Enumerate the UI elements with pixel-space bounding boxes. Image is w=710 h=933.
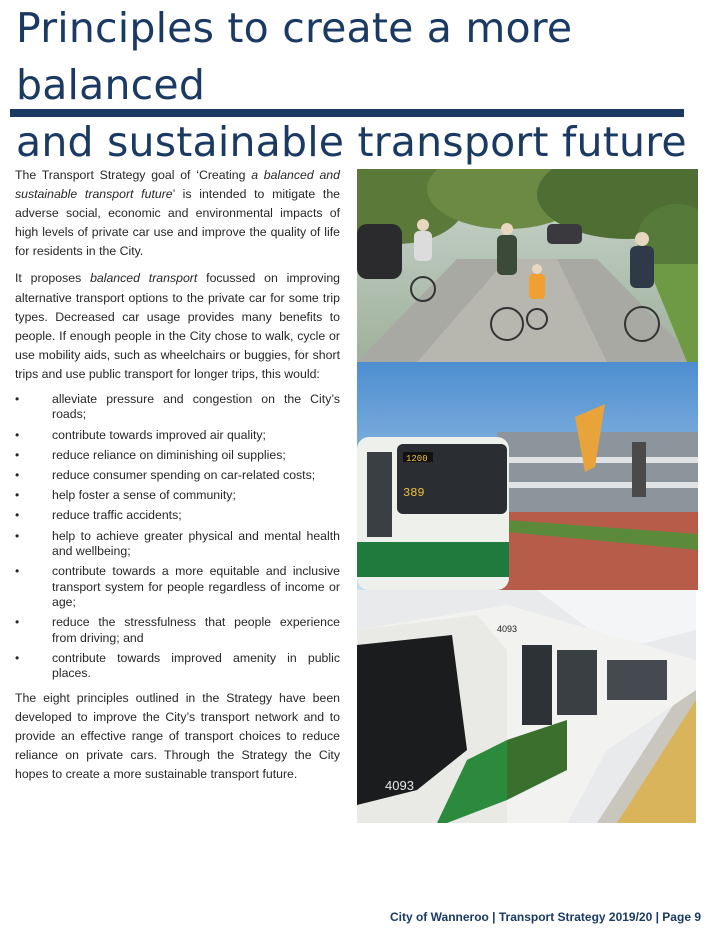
title-underline [10,109,684,117]
list-item-text: contribute towards a more equitable and inclusive transport system for people regardless of income or age; [52,564,340,610]
bus-route-number: 1200 [406,454,428,464]
body-text-column [15,166,340,792]
bullet-icon: • [15,508,20,523]
list-item-text: contribute towards improved air quality; [52,427,266,442]
list-item-text: help foster a sense of community; [52,488,236,503]
intro-p2-emphasis: balanced transport [90,271,198,286]
closing-paragraph: The eight principles outlined in the Strategy have been developed to improve the City’s transport network and to provide an effective range of transport choices to reduce reliance on private cars. Through the Strategy the City hopes to create a more sustainable transport future. [15,690,340,782]
list-item [15,468,340,483]
bullet-icon: • [15,488,20,503]
intro-p1-text-a: The Transport Strategy goal of ‘Creating [15,168,252,182]
list-item-text: help to achieve greater physical and mental health and wellbeing; [52,528,340,559]
intro-p1-text-b: ’ is intended to mitigate the adverse social, economic and environmental impacts of high levels of private car use and improve the quality of life for residents in the City. [15,187,340,259]
list-item [15,488,340,503]
bus-fleet-number: 389 [403,486,425,500]
page-title-line-2: and sustainable transport future [16,118,687,166]
list-item [15,392,340,423]
list-item-text: reduce consumer spending on car-related costs; [52,468,316,483]
cyclists-illustration [357,169,698,362]
intro-p1-emphasis: a balanced and sustainable transport future [15,168,340,202]
train-photo [357,590,696,823]
bus-illustration [357,362,698,590]
bus-photo [357,362,698,590]
list-item-text: reduce traffic accidents; [52,508,182,523]
page-title [16,0,706,171]
list-item [15,651,340,682]
train-number-top: 4093 [497,624,518,634]
bullet-icon: • [15,564,20,579]
bullet-icon: • [15,650,20,665]
intro-p2-text-b: focussed on improving alternative transport options to the private car for some trip types. Decreased car usage provides many benefits to people. If enough people in the City chose to walk, cycle or use mobility aids, such as wheelchairs or buggies, for short trips and use public transport for longer trips, this would: [15,271,340,381]
list-item-text: reduce reliance on diminishing oil supplies; [52,447,286,462]
train-illustration [357,590,696,823]
intro-paragraph-2 [15,269,340,384]
bullet-icon: • [15,528,20,543]
bullet-icon: • [15,392,20,407]
list-item [15,448,340,463]
bullet-icon: • [15,615,20,630]
bullet-icon: • [15,468,20,483]
train-number-front: 4093 [385,778,414,793]
list-item [15,615,340,646]
list-item [15,564,340,610]
list-item [15,428,340,443]
bullet-icon: • [15,427,20,442]
list-item-text: reduce the stressfulness that people experience from driving; and [52,615,340,645]
page-footer: City of Wanneroo | Transport Strategy 2019/20 | Page 9 [389,910,701,924]
list-item [15,508,340,523]
benefits-list [15,392,340,682]
bullet-icon: • [15,447,20,462]
intro-paragraph-1 [15,166,340,261]
intro-p2-text-a: It proposes [15,271,91,286]
list-item-text: contribute towards improved amenity in public places. [52,650,340,681]
list-item-text: alleviate pressure and congestion on the City’s roads; [52,392,340,422]
page-title-line-1: Principles to create a more balanced [16,4,573,109]
cyclists-photo [357,169,698,362]
list-item [15,529,340,560]
